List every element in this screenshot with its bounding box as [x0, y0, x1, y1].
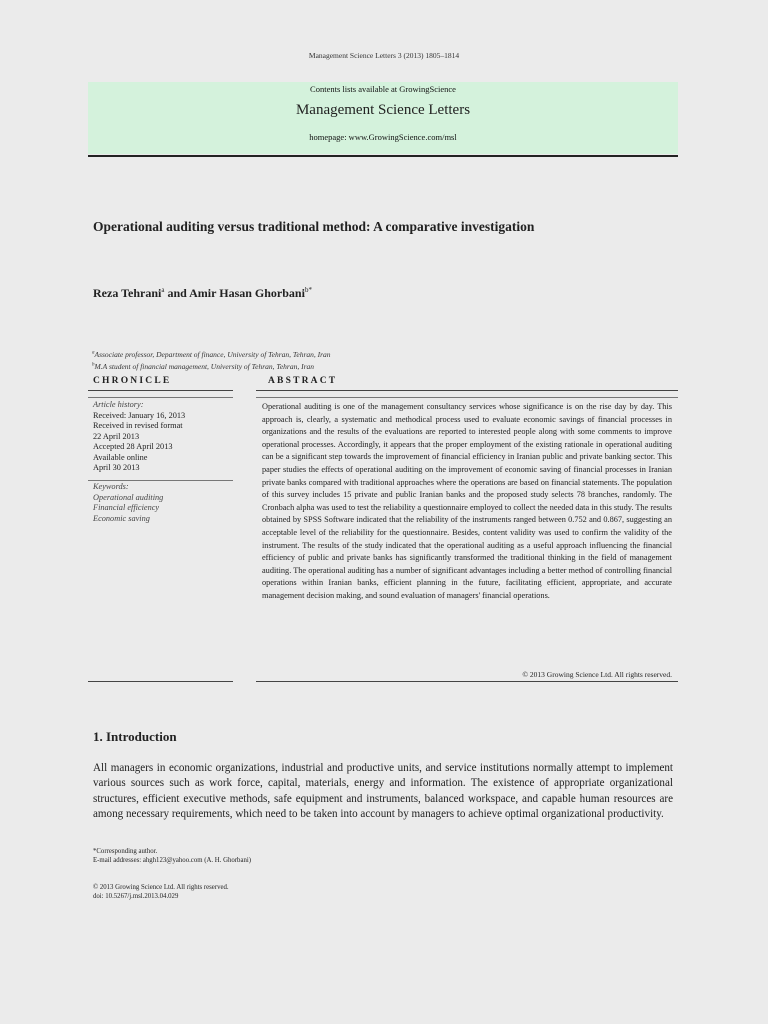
affiliation-text: M.A student of financial management, University of Tehran, Tehran, Iran	[94, 362, 315, 371]
chronicle-heading: CHRONICLE	[93, 376, 172, 386]
keyword: Operational auditing	[93, 492, 164, 502]
keywords-label: Keywords:	[93, 482, 129, 491]
received-date: Received: January 16, 2013	[93, 410, 186, 420]
revised-date: 22 April 2013	[93, 431, 140, 441]
online-date: April 30 2013	[93, 463, 140, 472]
author-name: Amir Hasan Ghorbani	[189, 286, 305, 300]
abstract-heading: ABSTRACT	[268, 376, 338, 386]
keywords-block	[93, 482, 163, 524]
abstract-top-rule	[256, 390, 678, 391]
corresponding-author-note: *Corresponding author.	[93, 848, 158, 855]
online-label: Available online	[93, 452, 148, 462]
author-name: Reza Tehrani	[93, 286, 162, 300]
introduction-text: All managers in economic organizations, industrial and productive units, and service institutions normally attempt to implement various sources such as work force, capital, materials, energy and information. The existence of appropriate organizational structures, efficient executive methods, safe equipment and instruments, balanced workspace, and capable human resources are among necessary requirements, which need to be taken into account by managers to achieve optimal organizational productivity.	[93, 762, 673, 821]
header-rule	[88, 155, 678, 157]
history-label: Article history:	[93, 400, 144, 409]
accepted-date: Accepted 28 April 2013	[93, 442, 173, 451]
abstract-sub-rule	[256, 397, 678, 398]
author-list	[93, 286, 312, 301]
keywords-rule	[88, 480, 233, 481]
author-join: and	[164, 286, 190, 300]
abstract-bottom-rule	[256, 681, 678, 682]
affiliation-mark: b	[92, 362, 95, 368]
article-history	[93, 400, 185, 474]
footer-copyright: © 2013 Growing Science Ltd. All rights reserved.	[93, 884, 229, 891]
revised-label: Received in revised format	[93, 421, 183, 430]
running-head: Management Science Letters 3 (2013) 1805–1814	[308, 51, 460, 60]
abstract-text: Operational auditing is one of the management consultancy services whose significance is on the rise day by day. This approach is, clearly, a systematic and methodical process used to evaluate economic savings of financial processes in organizations and the results of the evaluations are reported to interested people along with some comments to improve operational processes. Accordingly, it appears that the proper employment of the existing rationale in operational auditing can be a significant step towards the improvement of financial efficiency in Iranian public and private banking sector. This paper studies the effects of operational auditing on the improvement of economic saving of financial processes in Iranian private banks compared with traditional approaches where the operations are based on financial statements. The population of this survey includes 15 private and public Iranian banks and the proposed study selects 78 branches, randomly. The Cronbach alpha was used to test the reliability a questionnaire employed to collect the needed data in this study. The results obtained by SPSS Software indicated that the reliability of the instruments ranged between 0.752 and 0.867, suggesting an acceptable level of the reliability for the questionnaire. Besides, content validity was used to confirm the validity of the instrument. The results of the study indicated that the operational auditing as a useful approach influencing the financial efficiency of public and private banks has significantly transformed the traditional thinking in the field of management auditing. The operational auditing has a number of significant advantages including a better method of controlling financial operations within Iranian banks, efficient planning in the future, facilitating efficient, appropriate, and accurate management decision making, and sound evaluation of managers' financial operations.	[262, 402, 672, 600]
paper-title: Operational auditing versus traditional method: A comparative investigation	[93, 219, 535, 234]
availability-note: Contents lists available at GrowingScience	[310, 84, 456, 94]
journal-banner	[88, 82, 678, 154]
introduction-heading: 1. Introduction	[93, 729, 177, 744]
doi[interactable]: doi: 10.5267/j.msl.2013.04.029	[93, 893, 179, 900]
journal-title: Management Science Letters	[295, 102, 471, 118]
journal-homepage[interactable]: homepage: www.GrowingScience.com/msl	[309, 132, 457, 142]
affiliation-mark: a	[92, 350, 95, 356]
affiliation	[92, 362, 314, 371]
chronicle-bottom-rule	[88, 681, 233, 682]
keyword: Economic saving	[93, 513, 150, 523]
chronicle-top-rule	[88, 390, 233, 391]
affiliation	[92, 350, 331, 359]
keyword: Financial efficiency	[93, 503, 160, 512]
email-note[interactable]: E-mail addresses: ahgh123@yahoo.com (A. H. Ghorbani)	[93, 857, 252, 864]
abstract-copyright: © 2013 Growing Science Ltd. All rights reserved.	[522, 670, 672, 679]
chronicle-sub-rule	[88, 397, 233, 398]
author-affil-mark: a	[161, 286, 165, 294]
affiliation-text: Associate professor, Department of finance, University of Tehran, Tehran, Iran	[94, 350, 331, 359]
author-affil-mark: b*	[304, 286, 312, 294]
